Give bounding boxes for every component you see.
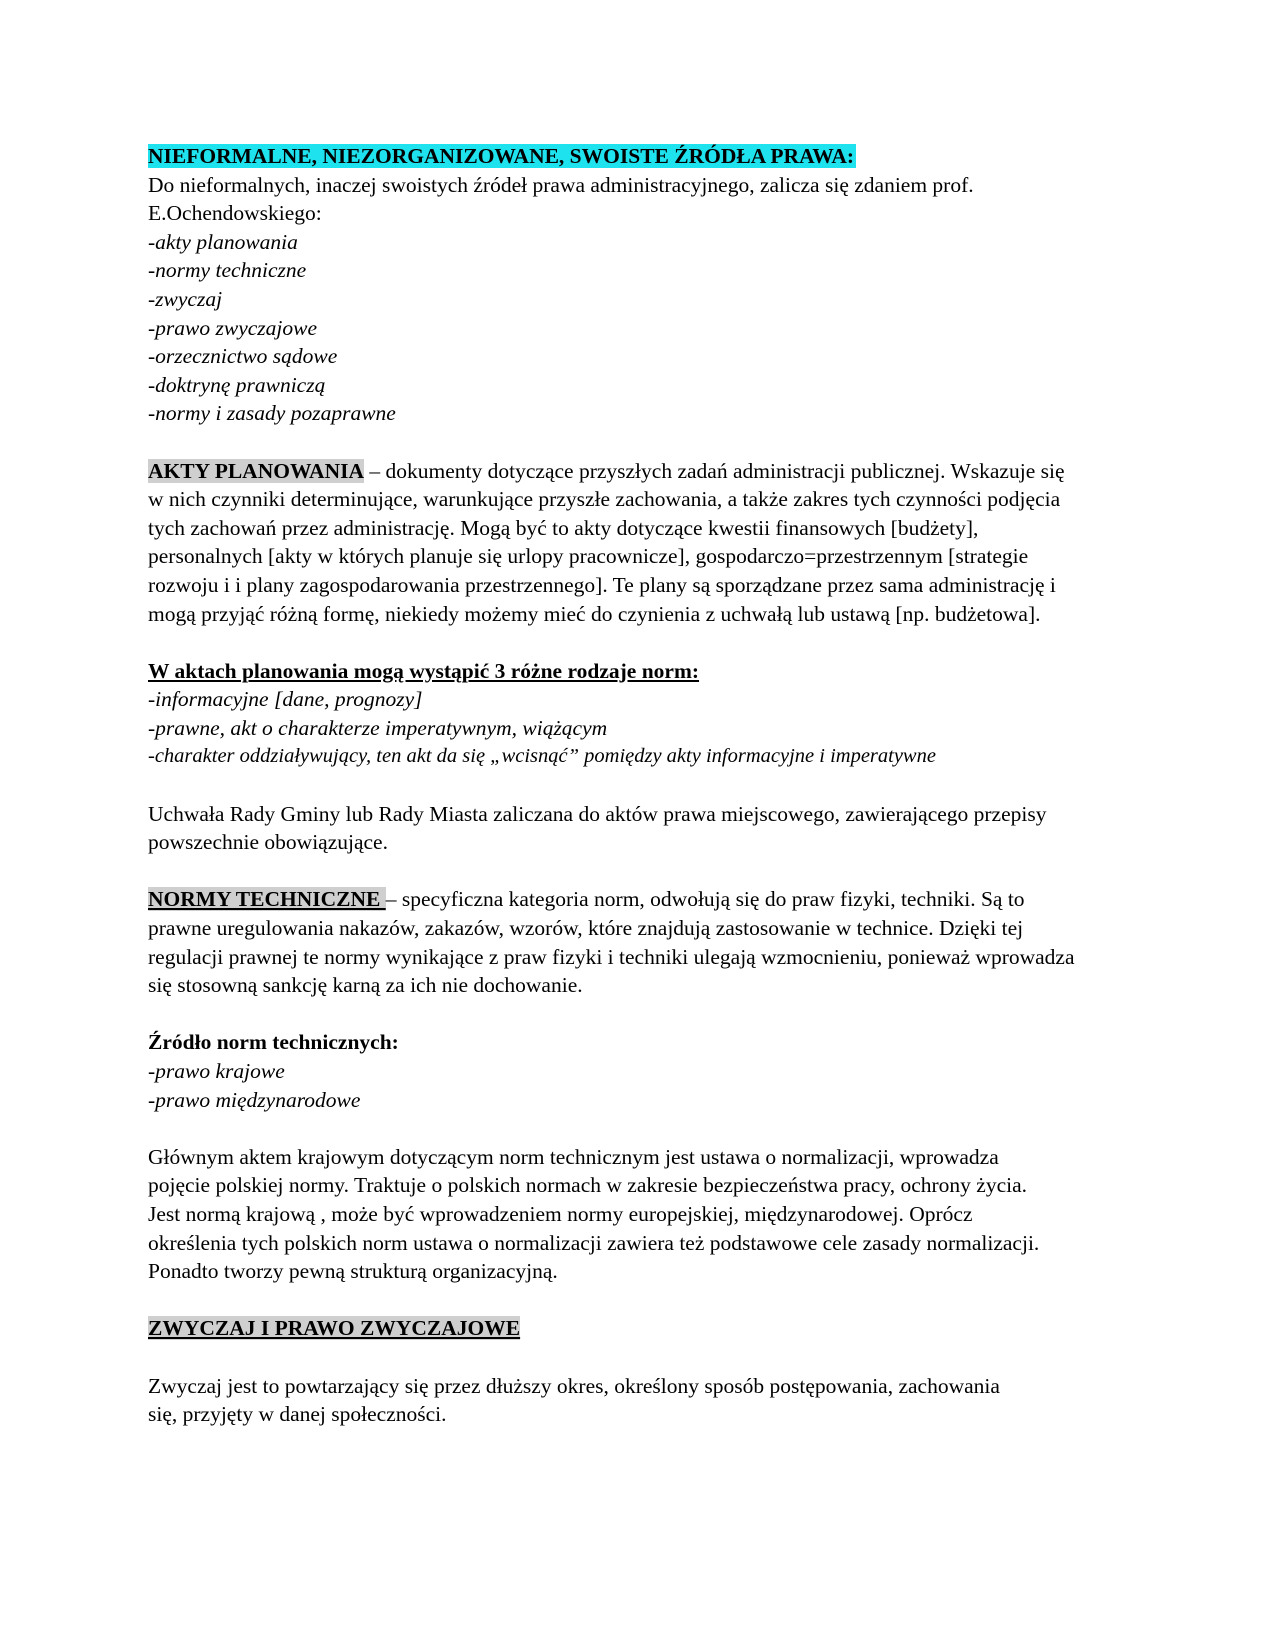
intro-heading: NIEFORMALNE, NIEZORGANIZOWANE, SWOISTE ŹRÓDŁA PRAWA:: [148, 144, 855, 168]
ustawa-paragraph: Głównym aktem krajowym dotyczącym norm technicznym jest ustawa o normalizacji, wprowadza pojęcie polskiej normy. Traktuje o polskich normach w zakresie bezpieczeństwa pracy, ochrony życia. Jest normą krajową , może być wprowadzeniem normy europejskiej, międzynarodowej. Oprócz określenia tych polskich norm ustawa o normalizacji zawiera też podstawowe cele zasady normalizacji. Ponadto tworzy pewną strukturą organizacyjną.: [148, 1144, 1040, 1284]
list-item: -prawo zwyczajowe: [148, 315, 318, 340]
intro-section: [148, 142, 1138, 428]
list-item: -doktrynę prawniczą: [148, 372, 326, 397]
rodzaje-norm-section: [148, 657, 1138, 771]
list-item: -normy techniczne: [148, 258, 307, 283]
list-item: -charakter oddziaływujący, ten akt da się „wcisnąć” pomiędzy akty informacyjne i imperatywne: [148, 745, 936, 768]
zwyczaj-text: Zwyczaj jest to powtarzający się przez dłuższy okres, określony sposób postępowania, zachowania się, przyjęty w danej społeczności.: [148, 1373, 1000, 1427]
list-item: -prawo krajowe: [148, 1059, 285, 1083]
list-item: -orzecznictwo sądowe: [148, 344, 338, 369]
zwyczaj-section: [148, 1314, 1138, 1428]
rodzaje-heading: W aktach planowania mogą wystąpić 3 różne rodzaje norm:: [148, 658, 700, 683]
normy-techniczne-text: – specyficzna kategoria norm, odwołują się do praw fizyki, techniki. Są to prawne uregulowania nakazów, zakazów, wzorów, które znajdują zastosowanie w technice. Dzięki tej regulacji prawnej te normy wynikające z praw fizyki i techniki ulegają wzmocnieniu, ponieważ wprowadza się stosowną sankcję karną za ich nie dochowanie.: [148, 887, 1075, 998]
zrodlo-heading: Źródło norm technicznych:: [148, 1030, 399, 1055]
zwyczaj-heading: ZWYCZAJ I PRAWO ZWYCZAJOWE: [148, 1316, 521, 1341]
akty-planowania-section: [148, 457, 1083, 629]
akty-heading: AKTY PLANOWANIA: [148, 458, 365, 483]
normy-techniczne-heading: NORMY TECHNICZNE: [148, 887, 386, 912]
document-page: [148, 142, 1138, 1429]
list-item: -akty planowania: [148, 229, 298, 254]
list-item: -zwyczaj: [148, 286, 223, 311]
akty-text: – dokumenty dotyczące przyszłych zadań administracji publicznej. Wskazuje się w nich czynniki determinujące, warunkujące przyszłe zachowania, a także zakres tych czynności podjęcia tych zachowań przez administrację. Mogą być to akty dotyczące kwestii finansowych [budżety], personalnych [akty w których planuje się urlopy pracownicze], gospodarczo=przestrzennym [strategie rozwoju i i plany zagospodarowania przestrzennego]. Te plany są sporządzane przez sama administrację i mogą przyjąć różną formę, niekiedy możemy mieć do czynienia z uchwałą lub ustawą [np. budżetowa].: [148, 458, 1065, 626]
normy-techniczne-section: [148, 885, 1083, 999]
list-item: -normy i zasady pozaprawne: [148, 401, 396, 426]
list-item: -prawne, akt o charakterze imperatywnym, wiążącym: [148, 715, 608, 740]
zrodlo-section: [148, 1028, 1138, 1114]
list-item: -informacyjne [dane, prognozy]: [148, 687, 423, 712]
uchwala-paragraph: Uchwała Rady Gminy lub Rady Miasta zaliczana do aktów prawa miejscowego, zawierającego przepisy powszechnie obowiązujące.: [148, 801, 1047, 855]
list-item: -prawo międzynarodowe: [148, 1087, 361, 1112]
intro-text: Do nieformalnych, inaczej swoistych źródeł prawa administracyjnego, zalicza się zdaniem prof. E.Ochendowskiego:: [148, 172, 974, 226]
